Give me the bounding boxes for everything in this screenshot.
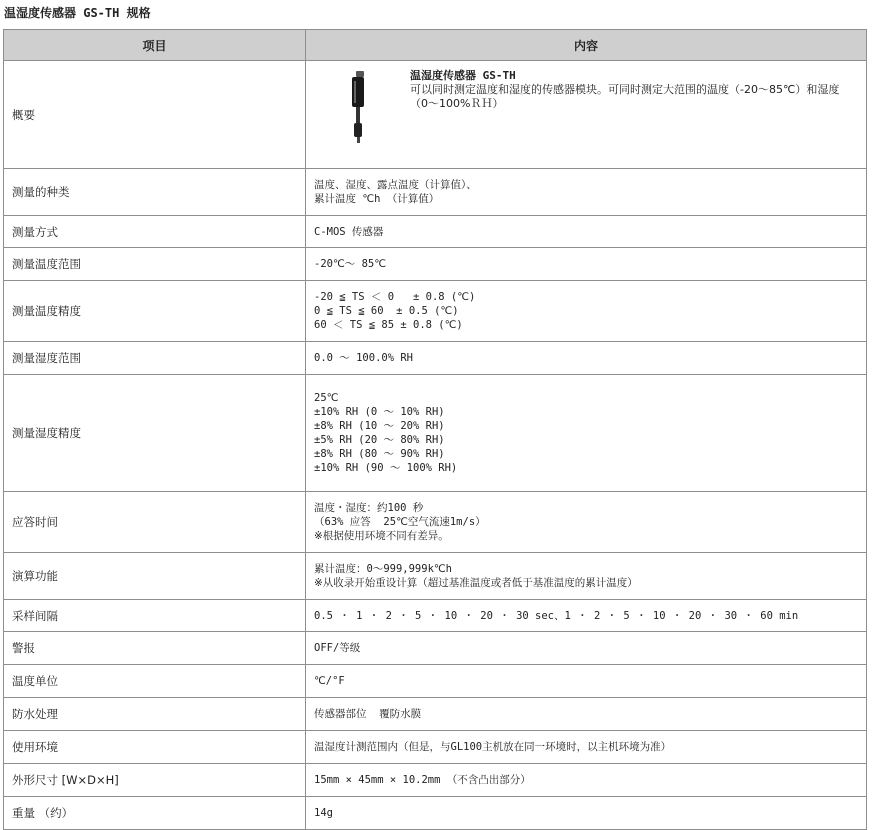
row-label: 采样间隔 xyxy=(4,600,306,632)
content-line: 0 ≦ TS ≦ 60 ± 0.5 (℃) xyxy=(314,305,459,317)
row-content xyxy=(306,342,867,375)
row-content xyxy=(306,665,867,698)
row-content xyxy=(306,764,867,797)
content-line: 温度、湿度、露点温度（计算值）、 xyxy=(314,179,477,191)
row-label: 温度单位 xyxy=(4,665,306,698)
row-content xyxy=(306,492,867,553)
page-title: 温湿度传感器 GS-TH 规格 xyxy=(4,6,151,20)
content-line: ±10% RH (90 ～ 100% RH) xyxy=(314,462,458,474)
content-line: 0.5 ・ 1 ・ 2 ・ 5 ・ 10 ・ 20 ・ 30 sec、1 ・ 2 ・ 5 ・ 10 ・ 20 ・ 30 ・ 60 min xyxy=(314,609,799,622)
row-label: 测量方式 xyxy=(4,216,306,248)
table-row xyxy=(4,216,867,248)
row-content xyxy=(306,797,867,830)
product-name: 温湿度传感器 GS-TH xyxy=(410,69,516,82)
row-content xyxy=(306,731,867,764)
row-content xyxy=(306,169,867,216)
table-row xyxy=(4,632,867,665)
table-row xyxy=(4,698,867,731)
content-line: ℃/°F xyxy=(314,675,345,687)
table-row xyxy=(4,600,867,632)
content-line: （63% 应答 25℃空气流速1m/s） xyxy=(314,516,486,528)
row-content xyxy=(306,216,867,248)
row-label: 防水处理 xyxy=(4,698,306,731)
table-row xyxy=(4,797,867,830)
content-line: 累计温度：0～999,999k℃h xyxy=(314,563,453,575)
content-line: 传感器部位 覆防水膜 xyxy=(314,708,422,720)
table-row xyxy=(4,248,867,281)
content-line: ※从收录开始重设计算（超过基准温度或者低于基准温度的累计温度） xyxy=(314,577,638,589)
table-header-row xyxy=(4,30,867,61)
row-content xyxy=(306,600,867,632)
row-content xyxy=(306,281,867,342)
row-label: 测量的种类 xyxy=(4,169,306,216)
content-line: -20℃～ 85℃ xyxy=(314,258,387,270)
table-row xyxy=(4,492,867,553)
row-label: 概要 xyxy=(4,61,306,169)
content-line: 0.0 ～ 100.0% RH xyxy=(314,352,414,364)
content-line: ±8% RH (10 ～ 20% RH) xyxy=(314,420,445,432)
content-line: 温度・湿度：约100 秒 xyxy=(314,502,424,514)
row-label: 重量 （约） xyxy=(4,797,306,830)
content-line: ±10% RH (0 ～ 10% RH) xyxy=(314,406,445,418)
content-line: 15mm × 45mm × 10.2mm （不含凸出部分） xyxy=(314,774,531,786)
spec-table xyxy=(3,29,867,830)
content-line: 14g xyxy=(314,807,333,819)
table-row xyxy=(4,342,867,375)
row-label: 测量湿度范围 xyxy=(4,342,306,375)
row-label: 测量温度精度 xyxy=(4,281,306,342)
content-line: OFF/等级 xyxy=(314,642,361,654)
content-line: C-MOS 传感器 xyxy=(314,225,384,238)
table-row xyxy=(4,169,867,216)
content-line: 25℃ xyxy=(314,392,339,404)
row-content xyxy=(306,248,867,281)
column-header-item: 项目 xyxy=(4,30,306,61)
table-row xyxy=(4,665,867,698)
row-label: 警报 xyxy=(4,632,306,665)
table-row xyxy=(4,281,867,342)
row-content xyxy=(306,553,867,600)
row-label: 应答时间 xyxy=(4,492,306,553)
table-row xyxy=(4,731,867,764)
content-line: 60 ＜ TS ≦ 85 ± 0.8 (℃) xyxy=(314,319,463,331)
table-row-overview xyxy=(4,61,867,169)
row-label: 外形尺寸 [W×D×H] xyxy=(4,764,306,797)
row-content xyxy=(306,632,867,665)
sensor-image xyxy=(314,69,410,149)
table-row xyxy=(4,375,867,492)
table-row xyxy=(4,764,867,797)
row-label: 演算功能 xyxy=(4,553,306,600)
content-line: 温湿度计测范围内（但是，与GL100主机放在同一环境时，以主机环境为准） xyxy=(314,741,672,753)
content-line: ±5% RH (20 ～ 80% RH) xyxy=(314,434,445,446)
row-label: 测量湿度精度 xyxy=(4,375,306,492)
row-content xyxy=(306,375,867,492)
column-header-content: 内容 xyxy=(306,30,867,61)
product-description: 可以同时测定温度和湿度的传感器模块。可同时测定大范围的温度（-20～85℃）和湿度（0～100%ＲＨ） xyxy=(410,83,840,110)
row-label: 测量温度范围 xyxy=(4,248,306,281)
row-content xyxy=(306,61,867,169)
table-row xyxy=(4,553,867,600)
content-line: ※根据使用环境不同有差异。 xyxy=(314,530,449,542)
content-line: ±8% RH (80 ～ 90% RH) xyxy=(314,448,445,460)
content-line: 累计温度 ℃h （计算值） xyxy=(314,193,440,205)
content-line: -20 ≦ TS ＜ 0 ± 0.8 (℃) xyxy=(314,291,476,303)
row-label: 使用环境 xyxy=(4,731,306,764)
row-content xyxy=(306,698,867,731)
